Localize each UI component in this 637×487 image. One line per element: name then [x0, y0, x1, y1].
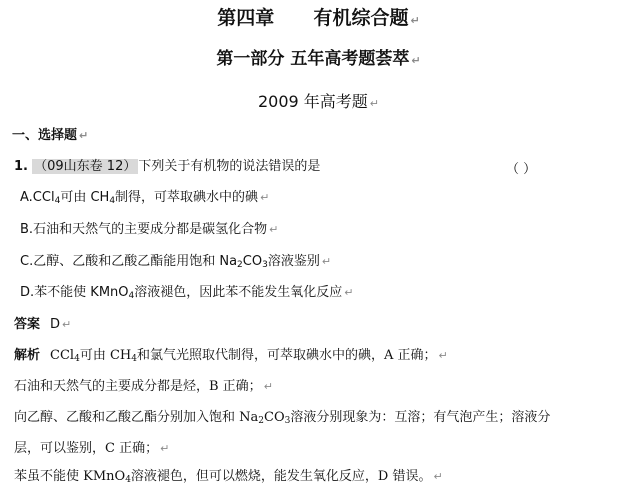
- subscript: 4: [74, 354, 80, 364]
- year-title-text: 2009 年高考题: [257, 92, 368, 111]
- paragraph-mark-icon: ↵: [410, 14, 420, 27]
- option-a: [20, 189, 269, 207]
- paragraph-mark-icon: ↵: [62, 318, 72, 331]
- chapter-name: 有机综合题: [313, 7, 409, 29]
- section-heading-text: 一、选择题: [12, 128, 78, 143]
- subscript: 3: [284, 416, 291, 426]
- option-text: 溶液褪色，因此苯不能发生氧化反应: [134, 285, 343, 300]
- paragraph-mark-icon: ↵: [269, 223, 279, 236]
- answer-bracket: （ ）: [506, 162, 537, 177]
- analysis-text: 层，可以鉴别，C 正确；: [14, 441, 159, 456]
- year-title: [0, 92, 637, 114]
- chapter-number: 第四章: [217, 7, 275, 29]
- analysis-text: 石油和天然气的主要成分都是烃，B 正确；: [14, 379, 262, 394]
- paragraph-mark-icon: ↵: [260, 191, 270, 204]
- chapter-title: [0, 6, 637, 33]
- question-stem: [14, 158, 320, 176]
- section-heading: [12, 127, 88, 145]
- option-text: 乙醇、乙酸和乙酸乙酯能用饱和 Na: [33, 254, 238, 269]
- option-text: 可由 CH: [60, 190, 110, 205]
- answer-line: [14, 316, 71, 334]
- analysis-text: 溶液褪色，但可以燃烧，能发生氧化反应，D 错误。: [130, 469, 432, 484]
- analysis-text: 苯虽不能使 KMnO: [14, 469, 126, 484]
- paragraph-mark-icon: ↵: [263, 380, 273, 393]
- option-label: C.: [20, 254, 34, 269]
- subscript: 4: [131, 354, 137, 364]
- question-stem-text: 下列关于有机物的说法错误的是: [138, 159, 321, 174]
- paragraph-mark-icon: ↵: [321, 255, 332, 268]
- part-title-text: 第一部分 五年高考题荟萃: [216, 49, 410, 69]
- subscript: 4: [128, 291, 135, 301]
- analysis-line-2: [14, 378, 273, 396]
- option-b: [20, 221, 278, 239]
- subscript: 4: [109, 196, 116, 206]
- option-label: D.: [20, 285, 35, 300]
- paragraph-mark-icon: ↵: [344, 286, 354, 299]
- analysis-text: CCl: [50, 348, 75, 363]
- question-number: 1.: [14, 159, 28, 174]
- analysis-text: 和氯气光照取代制得，可萃取碘水中的碘，A 正确；: [136, 348, 437, 363]
- option-text: CO: [242, 254, 263, 269]
- paragraph-mark-icon: ↵: [79, 129, 89, 142]
- option-label: B.: [20, 222, 34, 237]
- analysis-text: 向乙醇、乙酸和乙酸乙酯分别加入饱和 Na: [14, 410, 259, 425]
- paragraph-mark-icon: ↵: [411, 54, 421, 67]
- paragraph-mark-icon: ↵: [369, 97, 380, 110]
- option-text: 苯不能使 KMnO: [34, 285, 129, 300]
- subscript: 2: [237, 260, 243, 270]
- analysis-text: 溶液分别现象为：互溶；有气泡产生；溶液分: [290, 410, 551, 425]
- analysis-label: 解析: [14, 348, 41, 363]
- answer-value: D: [50, 317, 61, 332]
- question-source: （09山东卷 12）: [34, 159, 137, 174]
- option-text: 溶液鉴别: [267, 254, 320, 269]
- subscript: 4: [54, 196, 61, 206]
- subscript: 3: [262, 260, 268, 270]
- paragraph-mark-icon: ↵: [160, 442, 170, 455]
- subscript: 4: [125, 475, 131, 485]
- option-text: CCl: [32, 190, 55, 205]
- analysis-line-5: [14, 468, 443, 486]
- subscript: 2: [258, 416, 264, 426]
- analysis-line-3: [14, 409, 550, 427]
- option-text: 制得，可萃取碘水中的碘: [115, 190, 259, 205]
- analysis-line-1: [14, 347, 448, 365]
- analysis-text: 可由 CH: [79, 348, 132, 363]
- option-label: A.: [20, 190, 33, 205]
- part-title: [0, 48, 637, 72]
- paragraph-mark-icon: ↵: [438, 349, 448, 362]
- option-text: 石油和天然气的主要成分都是碳氢化合物: [33, 222, 268, 237]
- analysis-line-4: [14, 440, 169, 458]
- option-d: [20, 284, 353, 302]
- answer-label: 答案: [14, 317, 41, 332]
- paragraph-mark-icon: ↵: [433, 470, 443, 483]
- analysis-text: CO: [264, 410, 285, 425]
- option-c: [20, 253, 331, 271]
